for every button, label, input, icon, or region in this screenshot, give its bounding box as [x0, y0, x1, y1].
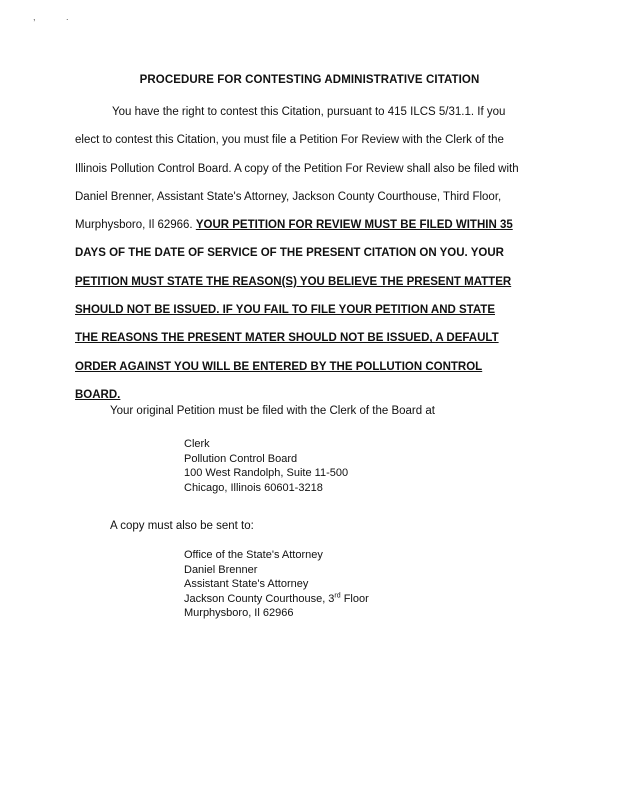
paragraph-text: Murphysboro, Il 62966.	[75, 219, 196, 232]
paragraph-line: You have the right to contest this Citation, pursuant to 415 ILCS 5/31.1. If you	[112, 106, 506, 118]
address-line: 100 West Randolph, Suite 11-500	[184, 467, 349, 480]
copy-instruction: A copy must also be sent to:	[110, 520, 254, 532]
paragraph-line: Illinois Pollution Control Board. A copy of the Petition For Review shall also be filed with	[75, 162, 519, 175]
scan-mark: .	[66, 12, 69, 22]
address-text: Floor	[340, 592, 369, 605]
paragraph-line	[75, 211, 565, 239]
paragraph-line: Daniel Brenner, Assistant State's Attorney, Jackson County Courthouse, Third Floor,	[75, 190, 502, 203]
address-line: Clerk	[184, 438, 210, 450]
document-title: PROCEDURE FOR CONTESTING ADMINISTRATIVE CITATION	[139, 74, 480, 86]
warning-line: PETITION MUST STATE THE REASON(S) YOU BELIEVE THE PRESENT MATTER	[75, 275, 512, 288]
instructions-paragraph	[75, 98, 565, 409]
address-line: Office of the State's Attorney	[184, 549, 323, 561]
states-attorney-address	[184, 548, 369, 621]
warning-line: DAYS OF THE DATE OF SERVICE OF THE PRESENT CITATION ON YOU. YOUR	[75, 247, 504, 260]
warning-text: YOUR PETITION FOR REVIEW MUST BE FILED WITHIN 35	[195, 219, 513, 232]
scan-mark: ,	[33, 12, 36, 22]
paragraph-line: elect to contest this Citation, you must file a Petition For Review with the Clerk of the	[75, 134, 504, 147]
address-line	[184, 592, 369, 607]
warning-line: THE REASONS THE PRESENT MATER SHOULD NOT BE ISSUED, A DEFAULT	[75, 332, 499, 345]
address-line: Assistant State's Attorney	[184, 578, 309, 591]
address-line: Pollution Control Board	[184, 452, 298, 465]
clerk-address	[184, 437, 348, 495]
address-line: Daniel Brenner	[184, 563, 258, 576]
address-line: Murphysboro, Il 62966	[184, 607, 294, 620]
address-line: Chicago, Illinois 60601-3218	[184, 481, 323, 494]
filing-instruction: Your original Petition must be filed with the Clerk of the Board at	[110, 405, 435, 417]
address-text: Jackson County Courthouse, 3	[184, 592, 335, 605]
warning-line: SHOULD NOT BE ISSUED. IF YOU FAIL TO FILE YOUR PETITION AND STATE	[75, 304, 495, 317]
ordinal-suffix: rd	[334, 592, 341, 600]
warning-line: ORDER AGAINST YOU WILL BE ENTERED BY THE POLLUTION CONTROL	[75, 360, 483, 373]
warning-line: BOARD.	[75, 388, 121, 401]
